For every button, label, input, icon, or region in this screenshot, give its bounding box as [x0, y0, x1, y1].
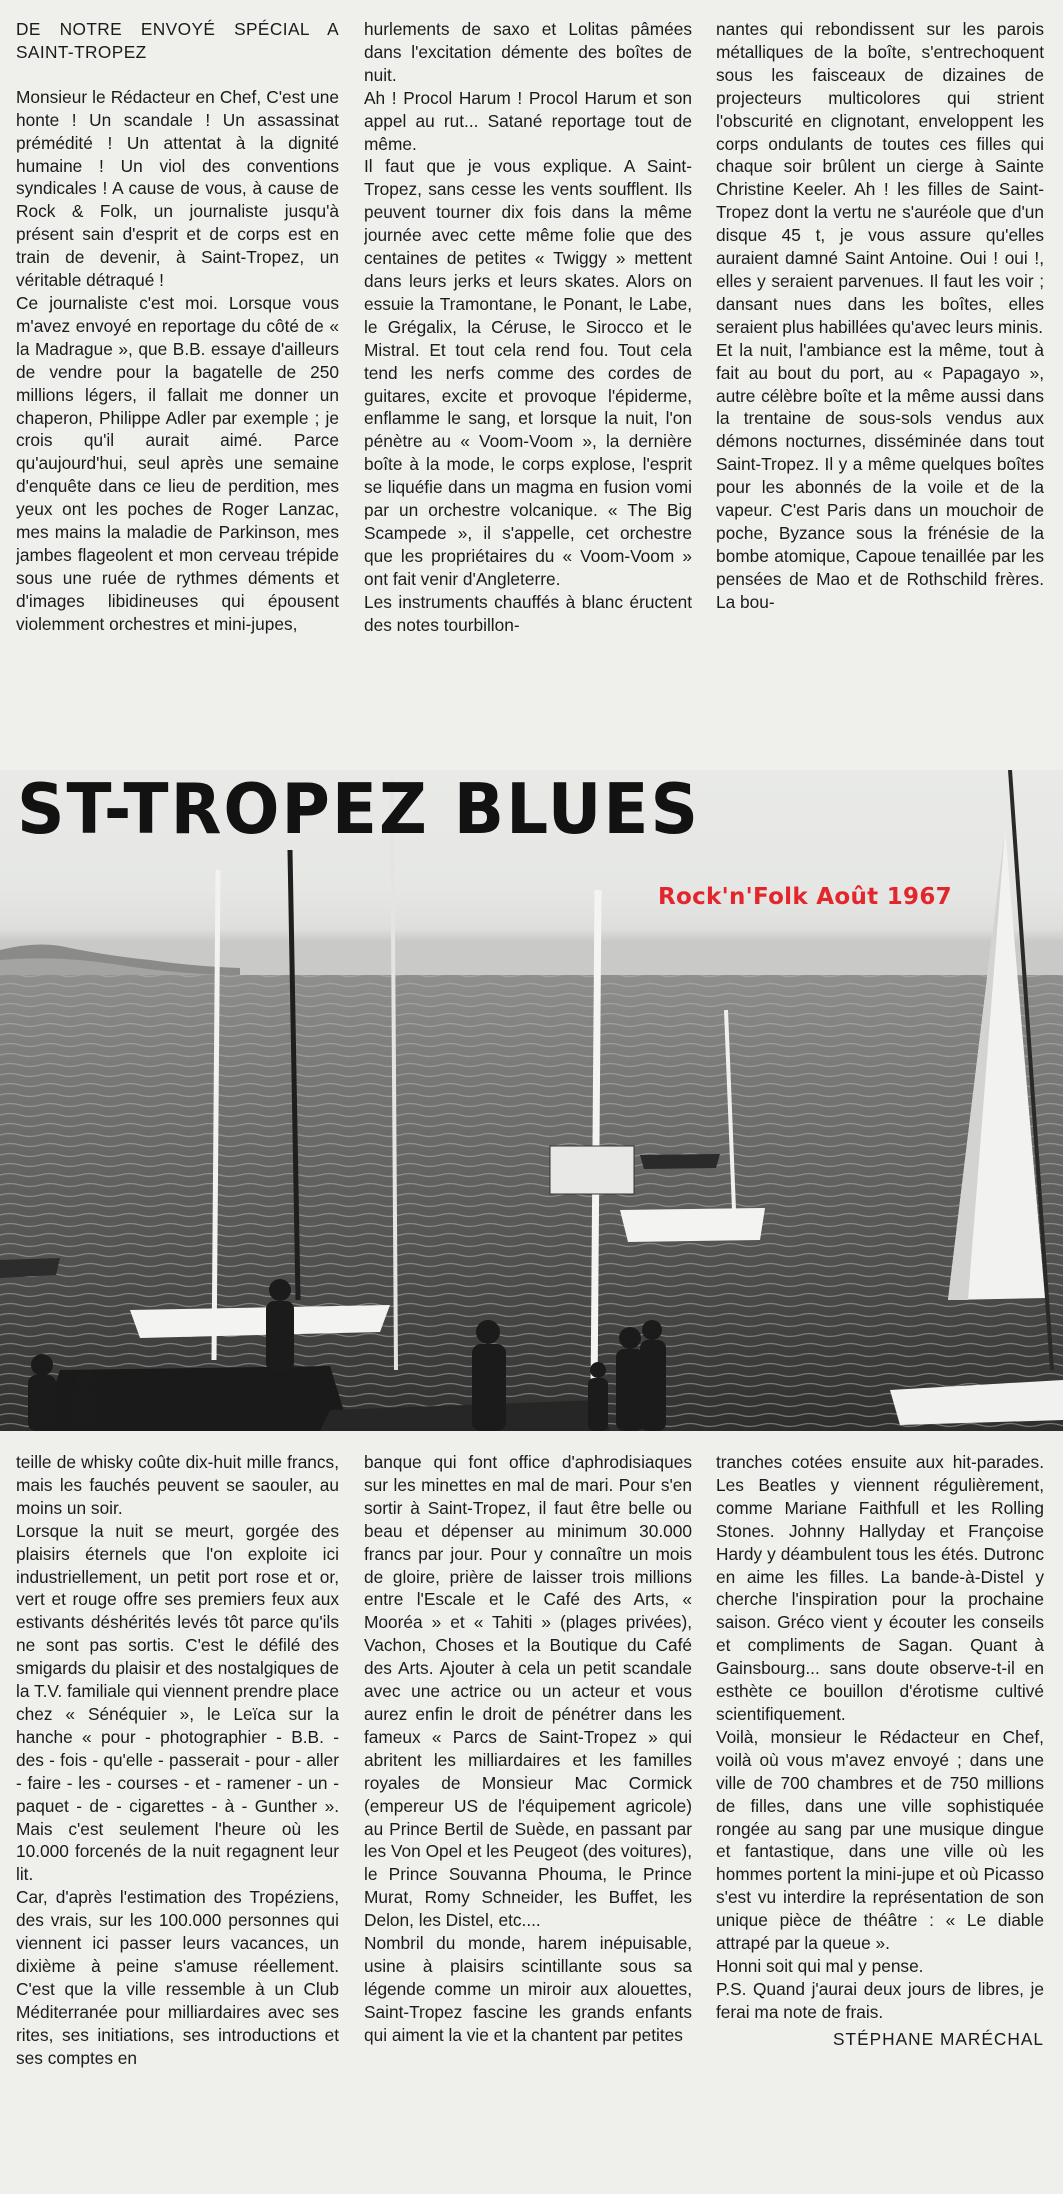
article-column-top-3 [716, 18, 1044, 754]
article-column-top-2 [364, 18, 692, 754]
source-note: Rock'n'Folk Août 1967 [658, 884, 952, 910]
headline: ST-TROPEZ BLUES [17, 769, 701, 850]
paragraph: Et la nuit, l'ambiance est la même, tout à fait au bout du port, au « Papagayo », autre célèbre boîte et la même aussi dans la trentaine de sous-sols vendus aux démons nocturnes, disséminée dans tout Saint-Tropez. Il y a même quelques boîtes pour les abonnés de la voile et de la vapeur. C'est Paris dans un mouchoir de poche, Byzance sous la frénésie de la bombe atomique, Capoue tenaillée par les pensées de Mao et de Rothschild frères. La bou- [716, 339, 1044, 612]
paragraph: P.S. Quand j'aurai deux jours de libres, je ferai ma note de frais. [716, 1978, 1044, 2022]
article-column-top-1 [16, 18, 339, 754]
paragraph: Lorsque la nuit se meurt, gorgée des plaisirs éternels que l'on exploite ici industriellement, un petit port rose et or, vert et rouge offre ses premiers feux aux estivants déshérités levés tôt parce qu'ils ne sont pas sortis. C'est le défilé des smigards du plaisir et des nostalgiques de la T.V. familiale qui viennent prendre place chez « Sénéquier », le Leïca sur la hanche « pour - photographier - B.B. - des - fois - qu'elle - passerait - pour - aller - faire - les - courses - et - ramener - un - paquet - de - cigarettes - à - Gunther ». Mais c'est seulement l'heure où les 10.000 forcenés de la nuit regagnent leur lit. [16, 1520, 339, 1885]
paragraph: Nombril du monde, harem inépuisable, usine à plaisirs scintillante sous sa légende comme un miroir aux alouettes, Saint-Tropez fascine les grands enfants qui aiment la vie et la chantent par petites [364, 1933, 692, 2045]
paragraph: Car, d'après l'estimation des Tropéziens, des vrais, sur les 100.000 personnes qui viennent ici passer leurs vacances, un dixième à peine s'amuse réellement. C'est que la ville ressemble à un Club Méditerranée pour milliardaires avec ses rites, ses initiations, ses introductions et ses comptes en [16, 1887, 339, 2068]
paragraph: Ce journaliste c'est moi. Lorsque vous m'avez envoyé en reportage du côté de « la Madrague », que B.B. essaye d'ailleurs de vendre pour la bagatelle de 250 millions légers, il fallait me donner un chaperon, Philippe Adler par exemple ; je crois qu'il aurait aimé. Parce qu'aujourd'hui, seul après une semaine d'enquête dans ce lieu de perdition, mes yeux ont les poches de Roger Lanzac, mes mains la maladie de Parkinson, mes jambes flageolent et mon cerveau trépide sous une ruée de rythmes déments et d'images libidineuses qui épousent violemment orchestres et mini-jupes, [16, 292, 339, 634]
paragraph: Honni soit qui mal y pense. [716, 1955, 924, 1976]
paragraph: nantes qui rebondissent sur les parois métalliques de la boîte, s'entrechoquent sous les faisceaux de dizaines de projecteurs multicolores qui strient l'obscurité en clignotant, enveloppent les corps ondulants de toutes ces filles qui chaque soir brûlent un cierge à Sainte Christine Keeler. Ah ! les filles de Saint-Tropez dont la vertu ne s'auréole que d'un disque 45 t, je vous assure qu'elles auraient damné Saint Antoine. Oui ! oui !, elles y seraient parvenues. Il faut les voir ; dansant nues dans les boîtes, elles seraient plus habillées qu'avec leurs minis. [716, 19, 1044, 337]
paragraph: banque qui font office d'aphrodisiaques sur les minettes en mal de mari. Pour s'en sortir à Saint-Tropez, il faut être belle ou beau et dépenser au minimum 30.000 francs par jour. Pour y connaître un mois de gloire, prière de laisser trois millions entre l'Escale et le Café des Arts, « Mooréa » et « Tahiti » (plages privées), Vachon, Choses et la Boutique du Café des Arts. Ajouter à cela un petit scandale avec une actrice ou un acteur et vous aurez enfin le droit de pénétrer dans les fameux « Parcs de Saint-Tropez » qui abritent les milliardaires et les familles royales de Monsieur Mac Cormick (empereur US de l'équipement agricole) au Prince Bertil de Suède, en passant par les Von Opel et les Peugeot (des voitures), le Prince Souvanna Phouma, le Prince Murat, Romy Schneider, les Buffet, les Delon, les Distel, etc.... [364, 1452, 692, 1931]
article-column-bottom-3 [716, 1451, 1044, 2191]
paragraph: Il faut que je vous explique. A Saint-Tropez, sans cesse les vents soufflent. Ils peuvent tourner dix fois dans la même journée avec cette même folie que des centaines de petites « Twiggy » mettent dans leurs jerks et leurs skates. Alors on essuie la Tramontane, le Ponant, le Labe, le Grégalix, la Céruse, le Sirocco et le Mistral. Et tout cela rend fou. Tout cela tend les nerfs comme des cordes de guitares, excite et provoque l'épiderme, enflamme le sang, et lorsque la nuit, l'on pénètre au « Voom-Voom », la dernière boîte à la mode, le corps explose, l'esprit se liquéfie dans un magma en fusion vomi par un orchestre volcanique. « The Big Scampede », il s'appelle, cet orchestre que les propriétaires du « Voom-Voom » ont fait venir d'Angleterre. [364, 156, 692, 589]
paragraph: Ah ! Procol Harum ! Procol Harum et son appel au rut... Satané reportage tout de même. [364, 87, 692, 154]
article-column-bottom-2 [364, 1451, 692, 2191]
paragraph: Voilà, monsieur le Rédacteur en Chef, voilà où vous m'avez envoyé ; dans une ville de 700 chambres et de 750 millions de filles, dans une ville sophistiquée rongée au sang par une musique dingue et fantastique, dans une ville où les hommes portent la mini-jupe et où Picasso s'est vu interdire la représentation de son unique pièce de théâtre : « Le diable attrapé par la queue ». [716, 1726, 1044, 1954]
paragraph: tranches cotées ensuite aux hit-parades. Les Beatles y viennent régulièrement, comme Mariane Faithfull et les Rolling Stones. Johnny Hallyday et Françoise Hardy y déambulent tous les étés. Dutronc en aime les filles. La bande-à-Distel y cherche l'inspiration pour la prochaine saison. Gréco vient y écouter les conseils et compliments de Sagan. Quant à Gainsbourg... sans doute observe-t-il en esthète ce bouillon d'érotisme cultivé scientifiquement. [716, 1452, 1044, 1724]
paragraph: hurlements de saxo et Lolitas pâmées dans l'excitation démente des boîtes de nuit. [364, 19, 692, 85]
sailboats-illustration [0, 770, 1063, 1431]
author-signature: STÉPHANE MARÉCHAL [833, 2028, 1044, 2049]
paragraph: Monsieur le Rédacteur en Chef, C'est une honte ! Un scandale ! Un assassinat prémédité ! Un attentat à la dignité humaine ! Un viol des conventions syndicales ! A cause de vous, à cause de Rock & Folk, un journaliste jusqu'à présent sain d'esprit et de corps est en train de devenir, à Saint-Tropez, un véritable détraqué ! [16, 86, 339, 291]
paragraph: teille de whisky coûte dix-huit mille francs, mais les fauchés peuvent se saouler, au moins un soir. [16, 1452, 339, 1518]
article-kicker: DE NOTRE ENVOYÉ SPÉCIAL A SAINT-TROPEZ [16, 19, 339, 62]
paragraph: Les instruments chauffés à blanc éructent des notes tourbillon- [364, 591, 692, 635]
article-column-bottom-1 [16, 1451, 339, 2191]
